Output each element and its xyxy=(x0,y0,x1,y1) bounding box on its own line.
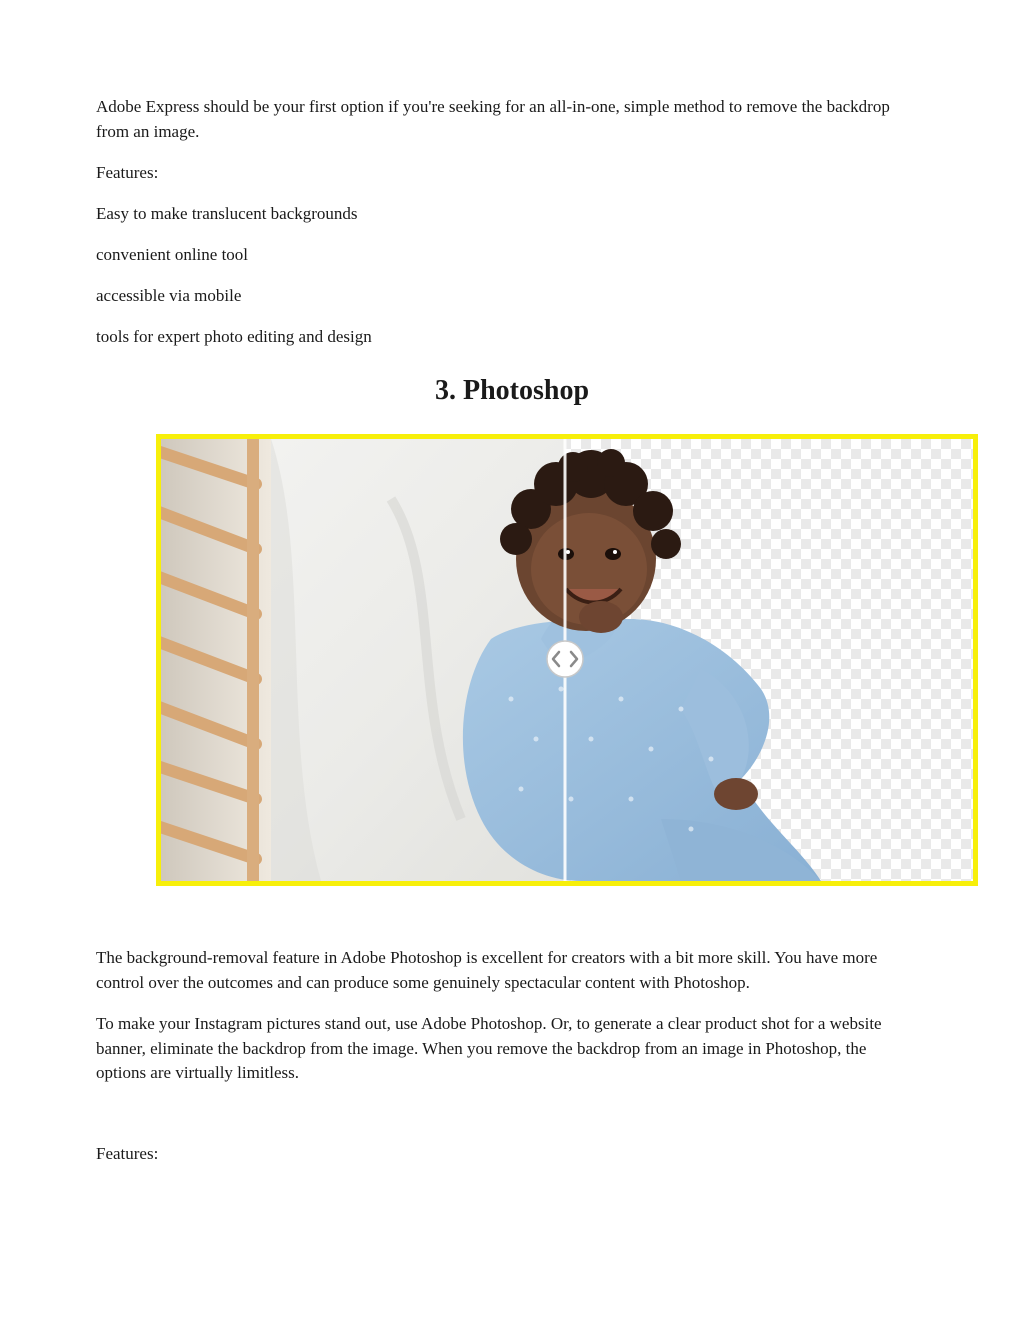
features-title: Features: xyxy=(96,163,159,182)
body-paragraph-1: The background-removal feature in Adobe Photoshop is excellent for creators with a bit more skill. You have more control over the outcomes and can produce some genuinely spectacular content with Photoshop. xyxy=(96,948,878,992)
intro-paragraph: Adobe Express should be your first option if you're seeking for an all-in-one, simple method to remove the backdrop from an image. xyxy=(96,97,890,141)
feature-item-1: Easy to make translucent backgrounds xyxy=(96,204,358,223)
chevron-left-right-icon[interactable] xyxy=(547,641,583,677)
feature-item-3: accessible via mobile xyxy=(96,286,242,305)
features-title-2: Features: xyxy=(96,1144,159,1163)
body-paragraph-2: To make your Instagram pictures stand out, use Adobe Photoshop. Or, to generate a clear product shot for a website banner, eliminate the backdrop from the image. When you remove the backdrop from an image in Photoshop, the options are virtually limitless. xyxy=(96,1014,882,1082)
baby-photo-illustration xyxy=(161,439,973,881)
before-after-image xyxy=(156,434,978,886)
feature-item-2: convenient online tool xyxy=(96,245,249,264)
feature-item-4: tools for expert photo editing and design xyxy=(96,327,372,346)
section-heading: 3. Photoshop xyxy=(434,375,590,406)
